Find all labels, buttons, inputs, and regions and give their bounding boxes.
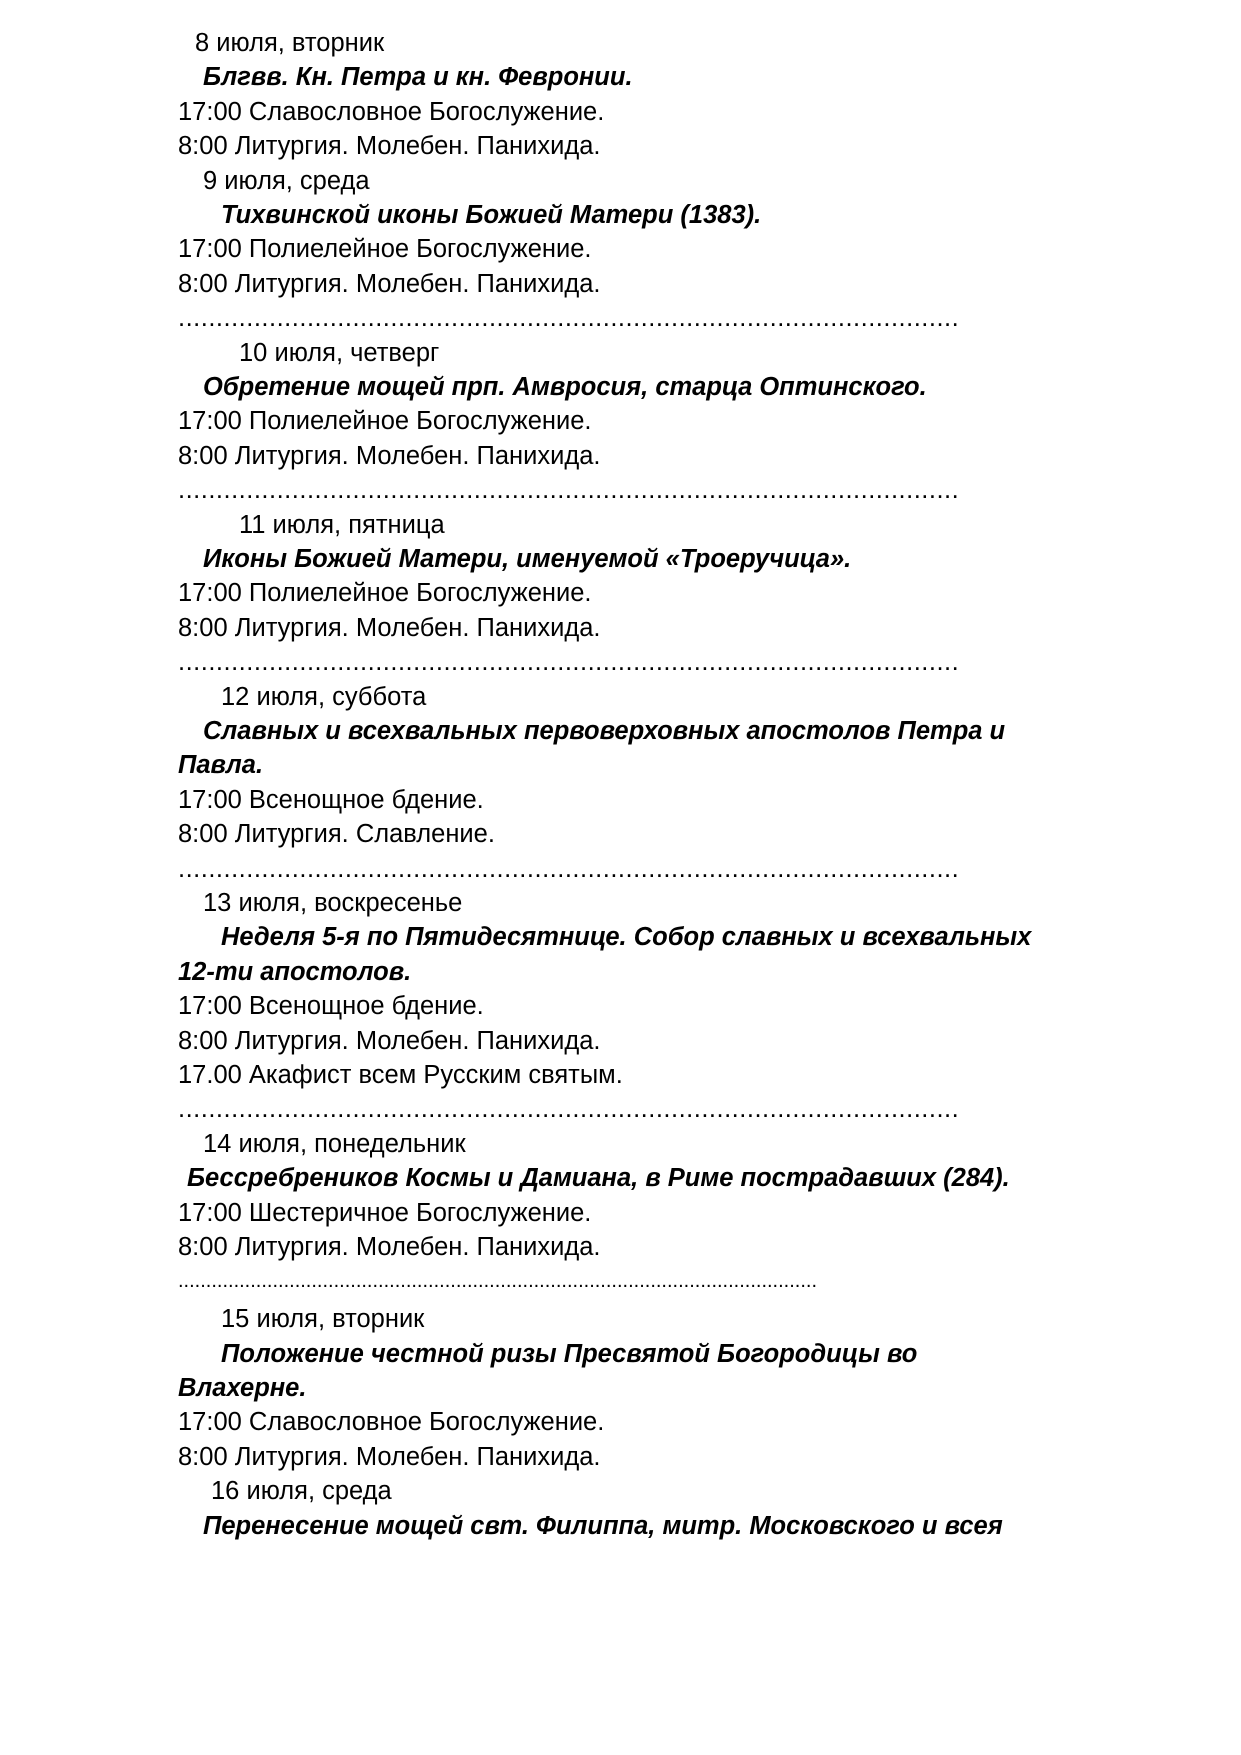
- entry-feast: Бессребреников Космы и Дамиана, в Риме пострадавших (284).: [187, 1164, 1010, 1192]
- separator-dots: .......................................................................................................: [178, 648, 960, 676]
- entry-date: 16 июля, среда: [211, 1477, 392, 1505]
- entry-date: 10 июля, четверг: [239, 339, 440, 367]
- entry-service: 8:00 Литургия. Молебен. Панихида.: [178, 1443, 601, 1471]
- entry-date: 9 июля, среда: [203, 167, 370, 195]
- separator-dots: .......................................................................................................: [178, 476, 960, 504]
- entry-date: 12 июля, суббота: [221, 683, 427, 711]
- entry-feast: Блгвв. Кн. Петра и кн. Февронии.: [203, 63, 633, 91]
- entry-date: 13 июля, воскресенье: [203, 889, 463, 917]
- entry-feast: Тихвинской иконы Божией Матери (1383).: [221, 201, 762, 229]
- entry-service: 8:00 Литургия. Молебен. Панихида.: [178, 614, 601, 642]
- entry-feast: Иконы Божией Матери, именуемой «Троеручица».: [203, 545, 852, 573]
- entry-feast: 12-ти апостолов.: [178, 958, 412, 986]
- separator-dots: .......................................................................................................: [178, 304, 960, 332]
- entry-feast: Положение честной ризы Пресвятой Богородицы во: [221, 1340, 918, 1368]
- entry-date: 11 июля, пятница: [239, 511, 445, 539]
- entry-service: 17:00 Полиелейное Богослужение.: [178, 235, 592, 263]
- entry-service: 17:00 Славословное Богослужение.: [178, 98, 605, 126]
- entry-feast: Неделя 5-я по Пятидесятнице. Собор славных и всехвальных: [221, 923, 1032, 951]
- entry-service: 8:00 Литургия. Славление.: [178, 820, 495, 848]
- entry-date: 15 июля, вторник: [221, 1305, 425, 1333]
- entry-service: 8:00 Литургия. Молебен. Панихида.: [178, 132, 601, 160]
- entry-feast: Перенесение мощей свт. Филиппа, митр. Московского и всея: [203, 1512, 1003, 1540]
- entry-service: 17:00 Шестеричное Богослужение.: [178, 1199, 592, 1227]
- entry-date: 14 июля, понедельник: [203, 1130, 466, 1158]
- entry-service: 17:00 Всенощное бдение.: [178, 992, 484, 1020]
- entry-service: 8:00 Литургия. Молебен. Панихида.: [178, 1233, 601, 1261]
- entry-service: 17:00 Славословное Богослужение.: [178, 1408, 605, 1436]
- entry-service: 17:00 Всенощное бдение.: [178, 786, 484, 814]
- entry-service: 8:00 Литургия. Молебен. Панихида.: [178, 270, 601, 298]
- entry-service: 8:00 Литургия. Молебен. Панихида.: [178, 1027, 601, 1055]
- entry-service: 17.00 Акафист всем Русским святым.: [178, 1061, 623, 1089]
- entry-service: 17:00 Полиелейное Богослужение.: [178, 579, 592, 607]
- separator-dots: .......................................................................................................: [178, 855, 960, 883]
- entry-date: 8 июля, вторник: [195, 29, 385, 57]
- separator-dots: ...................................................................................................................: [178, 1270, 818, 1292]
- entry-service: 8:00 Литургия. Молебен. Панихида.: [178, 442, 601, 470]
- entry-feast: Влахерне.: [178, 1374, 307, 1402]
- entry-service: 17:00 Полиелейное Богослужение.: [178, 407, 592, 435]
- entry-feast: Славных и всехвальных первоверховных апостолов Петра и: [203, 717, 1006, 745]
- entry-feast: Обретение мощей прп. Амвросия, старца Оптинского.: [203, 373, 927, 401]
- entry-feast: Павла.: [178, 751, 264, 779]
- separator-dots: .......................................................................................................: [178, 1095, 960, 1123]
